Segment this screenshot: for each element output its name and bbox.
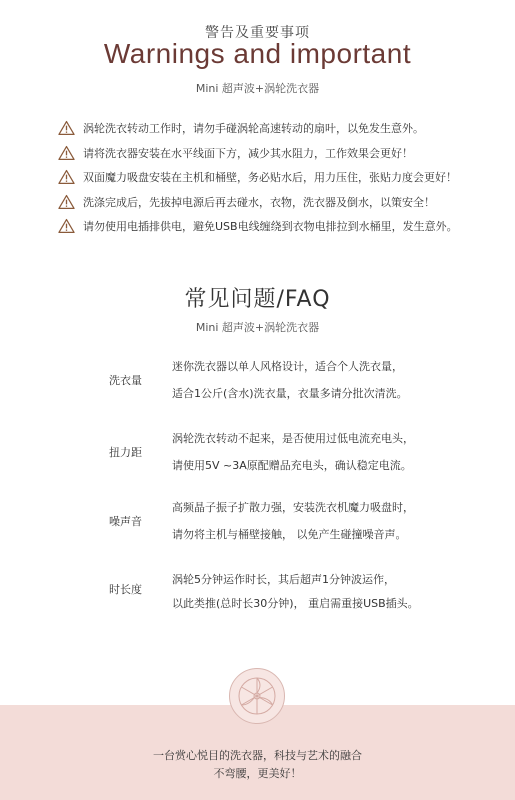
- warning-text: 请将洗衣器安装在水平线面下方，减少其水阻力，工作效果会更好！: [83, 146, 413, 160]
- faq-answer-line: 涡轮5分钟运作时长，其后超声1分钟波运作，: [172, 573, 395, 586]
- faq-label: 噪声音: [109, 515, 142, 528]
- faq-answer-line: 请勿将主机与桶壁接触， 以免产生碰撞噪音声。: [172, 528, 407, 541]
- warning-triangle-icon: [58, 218, 75, 234]
- warnings-list: [58, 116, 498, 239]
- faq-answer-line: 高频晶子振子扩散力强，安装洗衣机魔力吸盘时，: [172, 501, 414, 514]
- faq-label: 时长度: [109, 583, 142, 596]
- warning-item: [58, 190, 498, 214]
- warning-text: 洗涤完成后，先拔掉电源后再去碰水，衣物，洗衣器及倒水，以策安全！: [83, 195, 435, 209]
- warning-triangle-icon: [58, 145, 75, 161]
- warning-text: 双面魔力吸盘安装在主机和桶壁，务必贴水后，用力压住，张贴力度会更好！: [83, 171, 457, 184]
- slogan-line2: 不弯腰，更美好！: [213, 767, 302, 780]
- warning-text: 请勿使用电插排供电，避免USB电线缠绕到衣物电排拉到水桶里，发生意外。: [83, 220, 458, 233]
- faq-label: 洗衣量: [109, 374, 142, 387]
- faq-answer-line: 适合1公斤(含水)洗衣量，衣量多请分批次清洗。: [172, 387, 408, 400]
- faq-subtitle: Mini 超声波+涡轮洗衣器: [195, 321, 320, 334]
- faq-answer-line: 涡轮洗衣转动不起来，是否使用过低电流充电头，: [172, 432, 414, 445]
- faq-title: 常见问题/FAQ: [184, 287, 331, 312]
- warning-item: [58, 214, 498, 238]
- warning-item: [58, 141, 498, 165]
- warning-item: [58, 165, 498, 189]
- turbine-logo-icon: [228, 667, 286, 725]
- warning-triangle-icon: [58, 169, 75, 185]
- faq-label: 扭力距: [109, 446, 142, 459]
- warning-triangle-icon: [58, 194, 75, 210]
- warnings-title-cn: 警告及重要事项: [205, 25, 310, 41]
- warning-triangle-icon: [58, 120, 75, 136]
- slogan-line1: 一台赏心悦目的洗衣器，科技与艺术的融合: [153, 749, 362, 762]
- warnings-title-en: Warnings and important: [103, 38, 412, 69]
- warnings-subtitle: Mini 超声波+涡轮洗衣器: [195, 82, 320, 95]
- faq-answer-line: 请使用5V ~3A原配赠品充电头，确认稳定电流。: [172, 459, 412, 472]
- faq-answer-line: 以此类推(总时长30分钟)， 重启需重接USB插头。: [172, 597, 419, 610]
- warning-item: [58, 116, 498, 140]
- warning-text: 涡轮洗衣转动工作时，请勿手碰涡轮高速转动的扇叶，以免发生意外。: [83, 122, 424, 135]
- faq-answer-line: 迷你洗衣器以单人风格设计，适合个人洗衣量，: [172, 360, 403, 373]
